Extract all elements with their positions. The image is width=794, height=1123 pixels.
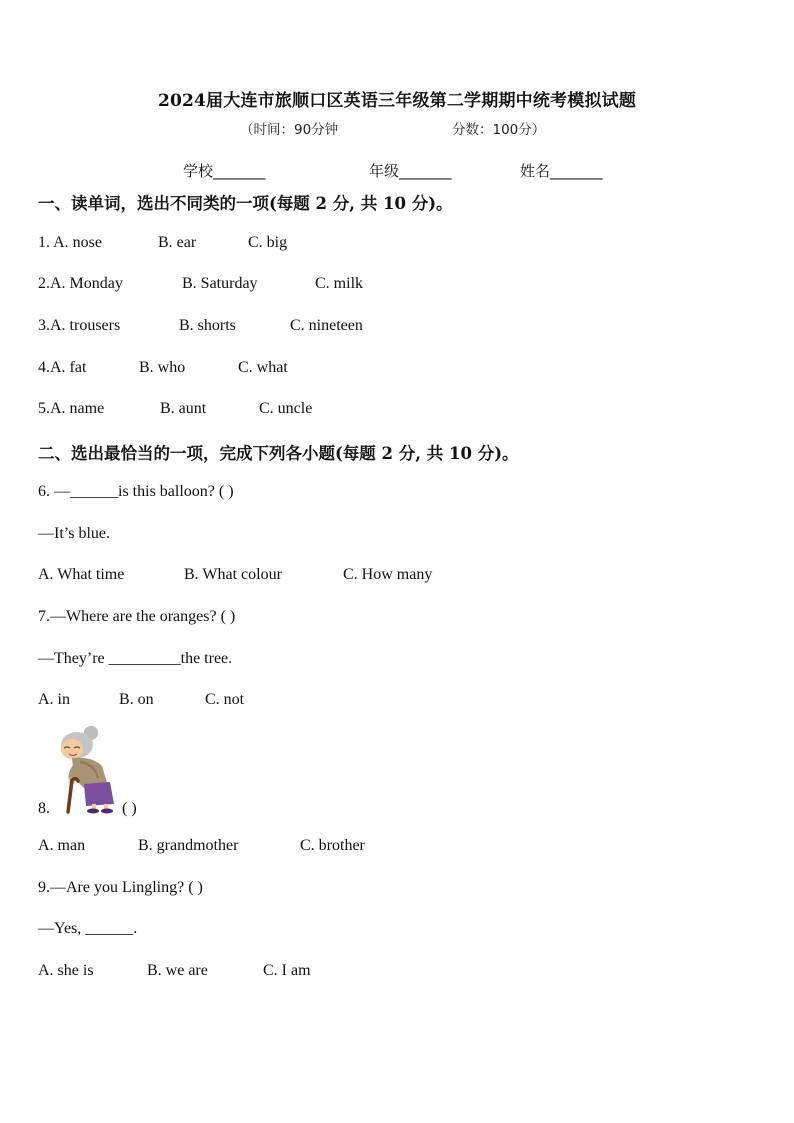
q1-option-a: 1. A. nose [38, 234, 102, 251]
q1-option-c: C. big [248, 234, 288, 251]
q4-option-c: C. what [238, 359, 288, 376]
q5-option-a: 5.A. name [38, 400, 105, 417]
q8-answer-paren: ( ) [122, 800, 137, 817]
page-title: 2024届大连市旅顺口区英语三年级第二学期期中统考模拟试题 [157, 91, 637, 111]
q9-option-c: C. I am [263, 962, 311, 979]
grandmother-illustration [50, 722, 122, 816]
q5-option-c: C. uncle [259, 400, 313, 417]
q7-option-c: C. not [205, 691, 245, 708]
section1-heading: 一、读单词，选出不同类的一项(每题 2 分, 共 10 分)。 [38, 194, 453, 213]
q9-option-b: B. we are [147, 962, 208, 979]
q4-option-b: B. who [139, 359, 186, 376]
exam-time: （时间：90分钟 [240, 122, 339, 138]
q9-stem: 9.—Are you Lingling? ( ) [38, 879, 203, 896]
q8-number: 8. [38, 800, 50, 817]
q3-option-a: 3.A. trousers [38, 317, 121, 334]
q6-option-b: B. What colour [184, 566, 282, 583]
q9-option-a: A. she is [38, 962, 94, 979]
school-field: 学校_______ [183, 162, 266, 180]
q3-option-b: B. shorts [179, 317, 236, 334]
q6-option-a: A. What time [38, 566, 125, 583]
q8-option-b: B. grandmother [138, 837, 239, 854]
q6-reply: —It’s blue. [38, 525, 110, 542]
name-field: 姓名_______ [520, 162, 603, 180]
q6-stem: 6. —______is this balloon? ( ) [38, 483, 234, 500]
q2-option-a: 2.A. Monday [38, 275, 123, 292]
q1-option-b: B. ear [158, 234, 197, 251]
section2-heading: 二、选出最恰当的一项，完成下列各小题(每题 2 分, 共 10 分)。 [38, 444, 519, 463]
q8-option-c: C. brother [300, 837, 365, 854]
q4-option-a: 4.A. fat [38, 359, 87, 376]
q2-option-c: C. milk [315, 275, 364, 292]
q8-option-a: A. man [38, 837, 86, 854]
q3-option-c: C. nineteen [290, 317, 363, 334]
q7-option-b: B. on [119, 691, 154, 708]
q6-option-c: C. How many [343, 566, 433, 583]
exam-score: 分数：100分） [452, 122, 546, 138]
grade-field: 年级_______ [369, 162, 452, 180]
q2-option-b: B. Saturday [182, 275, 258, 292]
q9-reply: —Yes, ______. [38, 920, 138, 937]
q7-option-a: A. in [38, 691, 70, 708]
q7-stem: 7.—Where are the oranges? ( ) [38, 608, 236, 625]
q5-option-b: B. aunt [160, 400, 207, 417]
q7-reply: —They’re _________the tree. [38, 650, 233, 667]
